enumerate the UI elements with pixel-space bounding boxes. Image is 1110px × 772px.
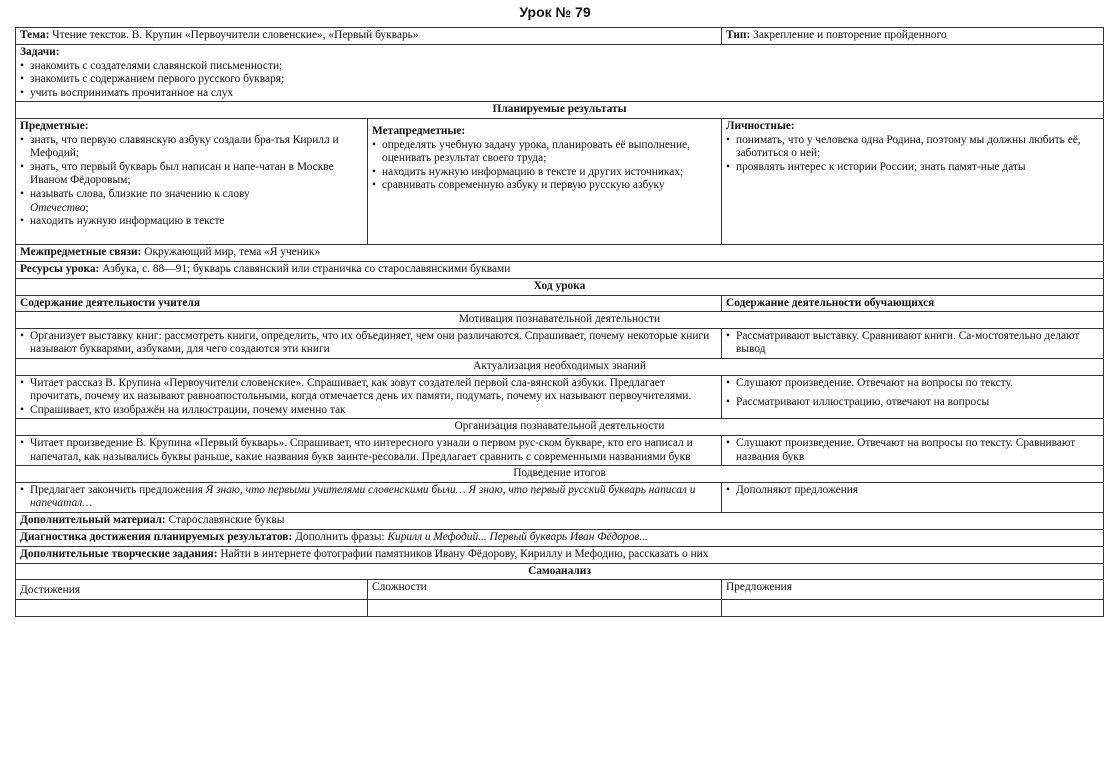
student-activity-item: • Рассматривают иллюстрацию, отвечают на вопросы <box>726 396 1099 410</box>
task-item: • учить воспринимать прочитанное на слух <box>20 87 1099 101</box>
subject-result-text: называть слова, близкие по значению к слову <box>30 187 250 200</box>
interdisciplinary-cell <box>16 244 1104 261</box>
student-activity-cell <box>722 482 1104 512</box>
stage-name: Мотивация познавательной деятельности <box>16 312 1104 329</box>
diagnostics-italic: Кирилл и Мефодий... Первый букварь Иван Фёдоров... <box>387 530 648 543</box>
course-header-row <box>16 278 1104 295</box>
subject-result-item: • знать, что первый букварь был написан и напе-чатан в Москве Иваном Фёдоровым; <box>20 161 363 188</box>
topic-row <box>16 28 1104 45</box>
student-activity-item: • Слушают произведение. Отвечают на вопросы по тексту. Сравнивают названия букв <box>726 437 1099 464</box>
self-analysis-difficulties: Сложности <box>368 580 722 600</box>
subject-results-label: Предметные: <box>20 119 89 132</box>
student-activity-item: • Слушают произведение. Отвечают на вопросы по тексту. <box>726 377 1099 391</box>
creative-tasks-label: Дополнительные творческие задания: <box>20 547 218 560</box>
stage-name: Актуализация необходимых знаний <box>16 358 1104 375</box>
meta-result-item: • определять учебную задачу урока, планировать её выполнение, оценивать результат своего труда; <box>372 139 717 166</box>
topic-value: Чтение текстов. В. Крупин «Первоучители словенские», «Первый букварь» <box>52 29 419 41</box>
teacher-activity-item: • Организует выставку книг: рассмотреть книги, определить, что их объединяет, чем они различаются. Спрашивает, почему некоторые книги называют букварями, азбуками, для чего создаются эти книги <box>20 330 717 357</box>
teacher-activity-italic: Я знаю, что первыми учителями словенскими были… Я знаю, что первый русский букварь написал и напечатал… <box>30 483 696 510</box>
tasks-row <box>16 45 1104 102</box>
planned-results-header-row <box>16 102 1104 119</box>
teacher-activity-item: • Спрашивает, кто изображён на иллюстрации, почему именно так <box>20 404 717 418</box>
student-activity-item: • Рассматривают выставку. Сравнивают книги. Са-мостоятельно делают вывод <box>726 330 1099 357</box>
student-activity-cell <box>722 328 1104 358</box>
page-title: Урок № 79 <box>519 4 591 20</box>
task-item: • знакомить с создателями славянской письменности; <box>20 60 1099 74</box>
stage-name: Подведение итогов <box>16 466 1104 483</box>
extra-material-value: Старославянские буквы <box>168 513 285 526</box>
tasks-label: Задачи: <box>20 46 60 58</box>
subject-result-item <box>20 188 363 215</box>
meta-results-label: Метапредметные: <box>372 124 466 137</box>
stage-row <box>16 375 1104 419</box>
teacher-activity-item <box>20 484 717 511</box>
resources-row <box>16 261 1104 278</box>
self-analysis-header-row <box>16 563 1104 580</box>
creative-tasks-value: Найти в интернете фотографии памятников Ивану Фёдорову, Кириллу и Мефодию, рассказать о них <box>220 547 709 560</box>
stage-header-row <box>16 466 1104 483</box>
course-header: Ход урока <box>16 278 1104 295</box>
lesson-plan-table <box>15 27 1104 617</box>
diagnostics-cell <box>16 529 1104 546</box>
self-analysis-empty-cell <box>16 600 368 617</box>
self-analysis-achievements: Достижения <box>16 580 368 600</box>
self-analysis-empty-cell <box>722 600 1104 617</box>
personal-result-item: • проявлять интерес к истории России; знать памят-ные даты <box>726 161 1099 175</box>
topic-label: Тема: <box>20 29 50 41</box>
self-analysis-empty-row <box>16 600 1104 617</box>
teacher-activity-prefix: Предлагает закончить предложения <box>30 483 203 496</box>
task-item: • знакомить с содержанием первого русского букваря; <box>20 73 1099 87</box>
diagnostics-label: Диагностика достижения планируемых результатов: <box>20 530 293 543</box>
subject-result-italic-word: Отечество <box>30 201 86 214</box>
activity-headers-row <box>16 295 1104 312</box>
student-activity-cell <box>722 375 1104 419</box>
resources-cell <box>16 261 1104 278</box>
stage-row <box>16 328 1104 358</box>
type-label: Тип: <box>726 29 751 41</box>
self-analysis-empty-cell <box>368 600 722 617</box>
subject-result-suffix: ; <box>85 201 89 214</box>
meta-result-item: • находить нужную информацию в тексте и других источниках; <box>372 166 717 180</box>
meta-result-item: • сравнивать современную азбуку и первую русскую азбуку <box>372 179 717 193</box>
stage-row <box>16 435 1104 465</box>
diagnostics-row <box>16 529 1104 546</box>
interdisciplinary-value: Окружающий мир, тема «Я ученик» <box>144 245 321 258</box>
tasks-cell <box>16 45 1104 102</box>
subject-result-item: • знать, что первую славянскую азбуку создали бра-тья Кирилл и Мефодий; <box>20 134 363 161</box>
resources-label: Ресурсы урока: <box>20 262 100 275</box>
creative-tasks-cell <box>16 546 1104 563</box>
meta-results-cell <box>368 118 722 244</box>
personal-results-label: Личностные: <box>726 119 795 132</box>
teacher-activity-item: • Читает рассказ В. Крупина «Первоучители словенские». Спрашивает, как зовут создателей первой сла-вянской азбуки. Предлагает прочитать, почему их называют равноапостольными, когда отмечается день их памяти, подумать, почему их называют первоучителями. <box>20 377 717 404</box>
stage-header-row <box>16 358 1104 375</box>
teacher-activity-cell <box>16 328 722 358</box>
extra-material-row <box>16 512 1104 529</box>
teacher-activity-header: Содержание деятельности учителя <box>16 295 722 312</box>
planned-results-row <box>16 118 1104 244</box>
teacher-activity-cell <box>16 482 722 512</box>
teacher-activity-item: • Читает произведение В. Крупина «Первый букварь». Спрашивает, что интересного узнали о первом рус-ском букваре, кто его написал и напечатал, как назывались буквы раньше, какие названия букв заинте-ресовали. Предлагает сравнить с современными названиями букв <box>20 437 717 464</box>
stage-name: Организация познавательной деятельности <box>16 419 1104 436</box>
extra-material-cell <box>16 512 1104 529</box>
type-cell <box>722 28 1104 45</box>
interdisciplinary-row <box>16 244 1104 261</box>
subject-results-cell <box>16 118 368 244</box>
self-analysis-columns-row <box>16 580 1104 600</box>
teacher-activity-cell <box>16 435 722 465</box>
student-activity-cell <box>722 435 1104 465</box>
student-activity-header: Содержание деятельности обучающихся <box>722 295 1104 312</box>
resources-value: Азбука, с. 88—91; букварь славянский или страничка со старославянскими буквами <box>102 262 511 275</box>
self-analysis-header: Самоанализ <box>16 563 1104 580</box>
stage-row <box>16 482 1104 512</box>
self-analysis-suggestions: Предложения <box>722 580 1104 600</box>
personal-results-cell <box>722 118 1104 244</box>
student-activity-item: • Дополняют предложения <box>726 484 1099 498</box>
teacher-activity-cell <box>16 375 722 419</box>
extra-material-label: Дополнительный материал: <box>20 513 166 526</box>
stage-header-row <box>16 419 1104 436</box>
type-value: Закрепление и повторение пройденного <box>753 29 947 41</box>
planned-results-header: Планируемые результаты <box>16 102 1104 119</box>
creative-tasks-row <box>16 546 1104 563</box>
topic-cell <box>16 28 722 45</box>
diagnostics-prefix: Дополнить фразы: <box>295 530 385 543</box>
stage-header-row <box>16 312 1104 329</box>
subject-result-item: • находить нужную информацию в тексте <box>20 215 363 229</box>
interdisciplinary-label: Межпредметные связи: <box>20 245 142 258</box>
personal-result-item: • понимать, что у человека одна Родина, поэтому мы должны любить её, заботиться о ней; <box>726 134 1099 161</box>
